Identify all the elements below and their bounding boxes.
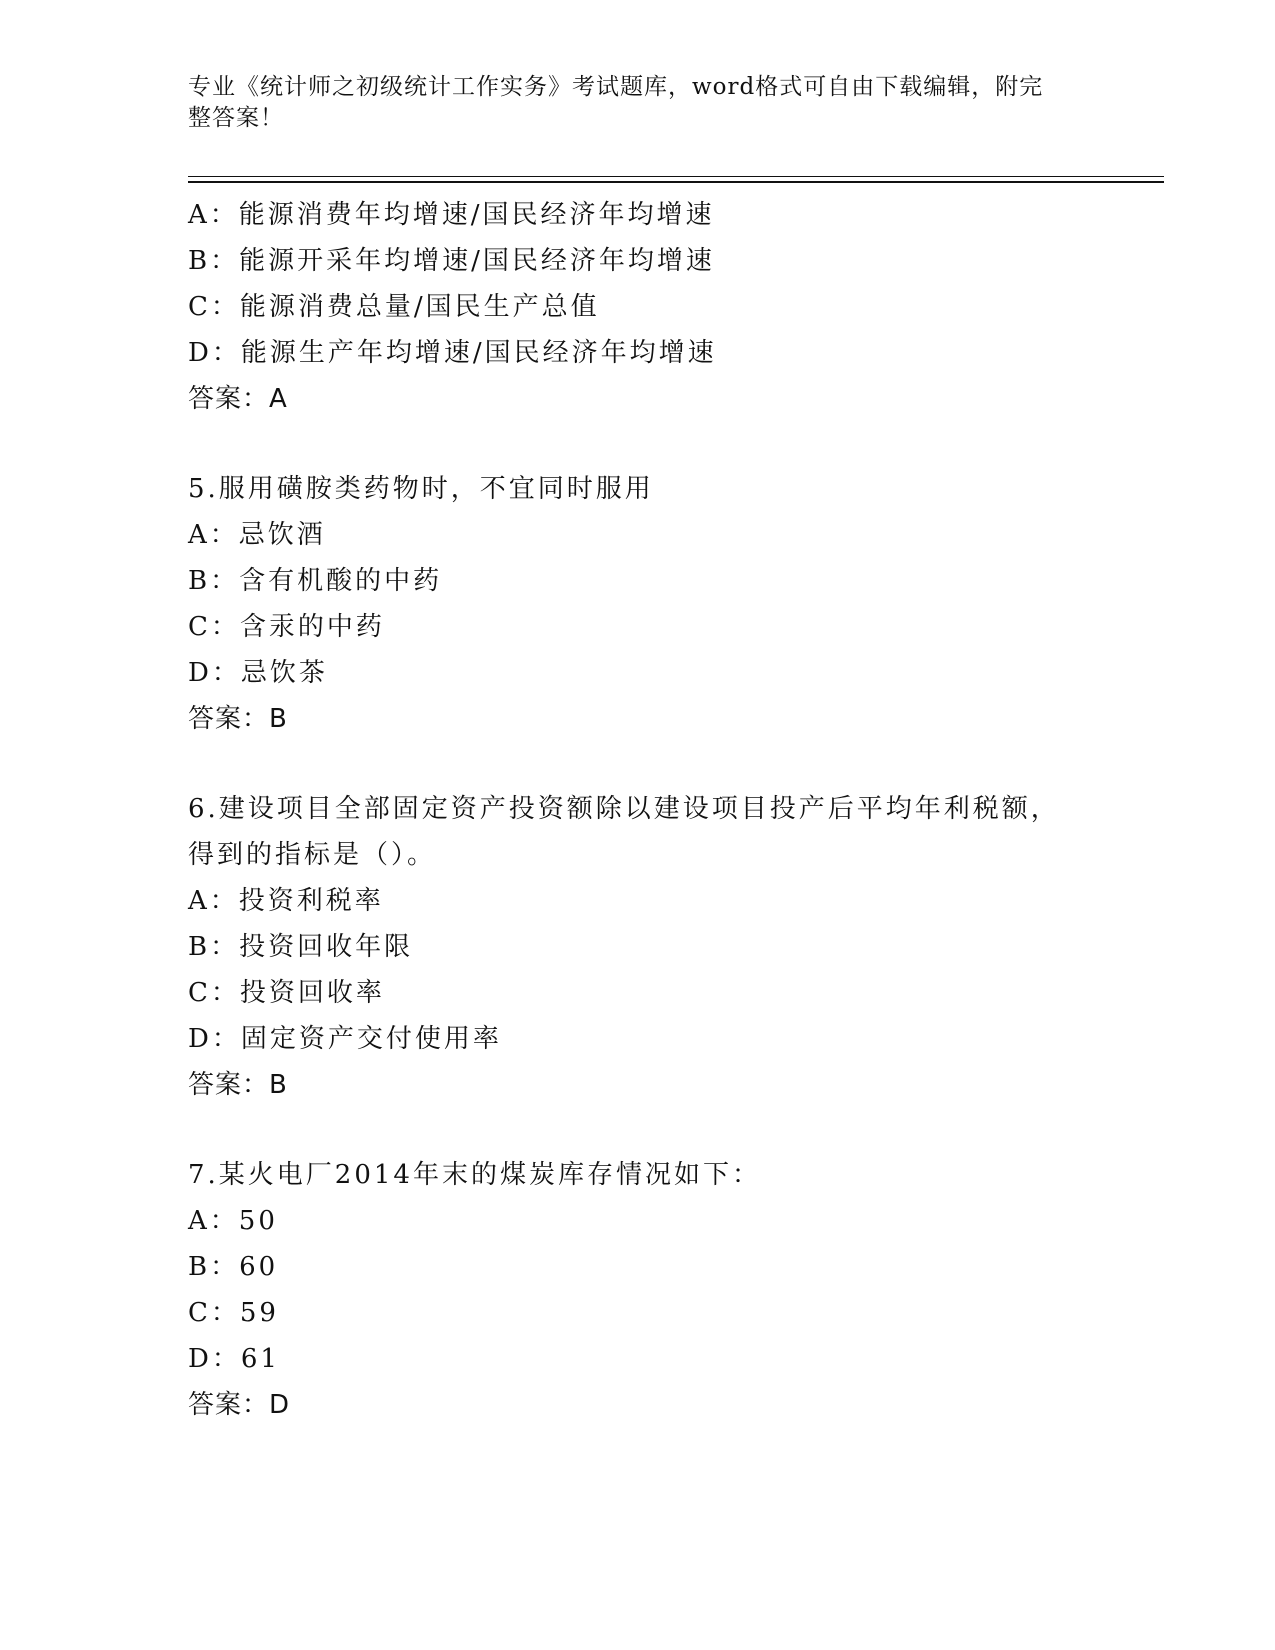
header-line-1: 专业《统计师之初级统计工作实务》考试题库，word格式可自由下载编辑，附完 — [188, 74, 1044, 100]
question-6-stem-line-1: 6.建设项目全部固定资产投资额除以建设项目投产后平均年利税额， — [188, 794, 1060, 824]
question-5-option-b: B：含有机酸的中药 — [188, 566, 443, 596]
question-5-stem: 5.服用磺胺类药物时，不宜同时服用 — [188, 474, 654, 504]
question-5-answer: 答案：B — [188, 704, 288, 734]
spacer — [188, 1108, 1088, 1152]
header-line-2: 整答案！ — [188, 105, 284, 131]
question-4-option-b: B：能源开采年均增速/国民经济年均增速 — [188, 246, 715, 276]
question-7-option-a: A：50 — [188, 1206, 278, 1236]
header-rule-thin — [188, 176, 1164, 177]
question-7-option-c: C：59 — [188, 1298, 279, 1328]
spacer — [188, 742, 1088, 786]
question-4-answer: 答案：A — [188, 384, 288, 414]
question-6-option-d: D：固定资产交付使用率 — [188, 1024, 502, 1054]
question-7-option-b: B：60 — [188, 1252, 279, 1282]
question-6-option-a: A：投资利税率 — [188, 886, 384, 916]
question-7-answer: 答案：D — [188, 1390, 291, 1420]
question-7 — [188, 1152, 1088, 1428]
question-4-option-c: C：能源消费总量/国民生产总值 — [188, 292, 600, 322]
question-7-option-d: D：61 — [188, 1344, 280, 1374]
question-6 — [188, 786, 1088, 1108]
question-6-option-b: B：投资回收年限 — [188, 932, 414, 962]
spacer — [188, 422, 1088, 466]
question-6-answer: 答案：B — [188, 1070, 288, 1100]
question-5-option-a: A：忌饮酒 — [188, 520, 326, 550]
question-4-option-d: D：能源生产年均增速/国民经济年均增速 — [188, 338, 717, 368]
question-6-stem-line-2: 得到的指标是（）。 — [188, 840, 437, 870]
question-6-option-c: C：投资回收率 — [188, 978, 385, 1008]
question-list — [188, 192, 1088, 1428]
document-header — [188, 72, 1068, 134]
question-7-stem: 7.某火电厂2014年末的煤炭库存情况如下： — [188, 1160, 761, 1190]
header-rule-thick — [188, 181, 1164, 183]
question-4 — [188, 192, 1088, 422]
question-4-option-a: A：能源消费年均增速/国民经济年均增速 — [188, 200, 715, 230]
question-5 — [188, 466, 1088, 742]
question-5-option-c: C：含汞的中药 — [188, 612, 385, 642]
question-5-option-d: D：忌饮茶 — [188, 658, 328, 688]
